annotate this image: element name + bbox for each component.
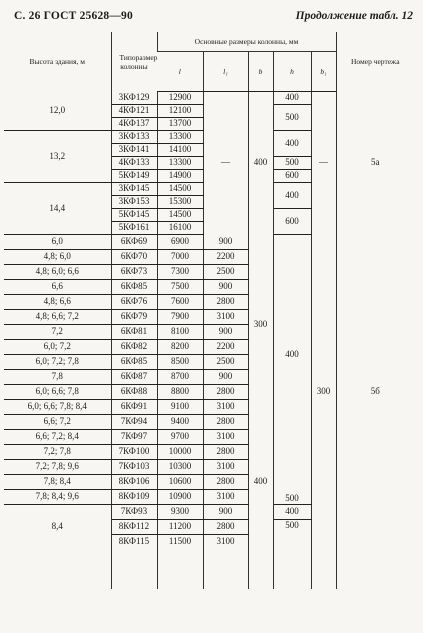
header-drawing: Номер чертежа [336, 32, 414, 91]
g2-l1-16: 2800 [203, 474, 248, 489]
g2-height-17: 7,8; 8,4; 9,6 [4, 489, 111, 504]
g2-l1-14: 2800 [203, 444, 248, 459]
g1-height-2: 14,4 [4, 182, 111, 234]
g2-l-9: 8700 [157, 369, 203, 384]
g2-l1-0: 900 [203, 234, 248, 249]
g2-type-1: 6КФ70 [111, 249, 157, 264]
g2-l-3: 7500 [157, 279, 203, 294]
g2-l1-2: 2500 [203, 264, 248, 279]
columns-dimensions-table [4, 32, 414, 589]
g1-l-7: 14500 [157, 182, 203, 195]
g2-l1-17: 3100 [203, 489, 248, 504]
g2-height-15: 7,2; 7,8; 9,6 [4, 459, 111, 474]
g1-height-1: 13,2 [4, 130, 111, 182]
g2-l1-10: 2800 [203, 384, 248, 399]
g2-l1-15: 3100 [203, 459, 248, 474]
g2-height-4: 4,8; 6,6 [4, 294, 111, 309]
g1-l-2: 13700 [157, 117, 203, 130]
g1-l-0: 12900 [157, 91, 203, 104]
g2-height-6: 7,2 [4, 324, 111, 339]
g2-h-1: 500 [273, 474, 311, 504]
g2-height-14: 7,2; 7,8 [4, 444, 111, 459]
g1-l-5: 13300 [157, 156, 203, 169]
g1-l1: — [203, 91, 248, 234]
g1-h-3: 500 [273, 156, 311, 169]
g2-b-1: 400 [248, 414, 273, 549]
g2-height-5: 4,8; 6,6; 7,2 [4, 309, 111, 324]
g2-b1: 300 [311, 234, 336, 549]
g2-height-18: 8,4 [4, 504, 111, 549]
g2-l-19: 11200 [157, 519, 203, 534]
g2-h-0: 400 [273, 234, 311, 474]
header-type: Типоразмер колонны [111, 32, 157, 91]
g2-type-5: 6КФ79 [111, 309, 157, 324]
g2-h-3: 500 [273, 519, 311, 549]
g2-l1-18: 900 [203, 504, 248, 519]
header-b1: b₁ [311, 51, 336, 91]
g1-height-0: 12,0 [4, 91, 111, 130]
g2-type-19: 8КФ112 [111, 519, 157, 534]
g2-l1-11: 3100 [203, 399, 248, 414]
g2-l-6: 8100 [157, 324, 203, 339]
header-l1: l₁ [203, 51, 248, 91]
page-header-left: С. 26 ГОСТ 25628—90 [14, 10, 133, 22]
g2-height-12: 6,6; 7,2 [4, 414, 111, 429]
g2-l1-6: 900 [203, 324, 248, 339]
g2-b-0: 300 [248, 234, 273, 414]
g2-type-12: 7КФ94 [111, 414, 157, 429]
g1-type-1: 4КФ121 [111, 104, 157, 117]
g2-type-20: 8КФ115 [111, 534, 157, 549]
g1-l-10: 16100 [157, 221, 203, 234]
g2-l-12: 9400 [157, 414, 203, 429]
g2-height-3: 6,6 [4, 279, 111, 294]
g1-h-0: 400 [273, 91, 311, 104]
g1-type-10: 5КФ161 [111, 221, 157, 234]
g2-drawing: 5б [370, 386, 380, 396]
g2-l-8: 8500 [157, 354, 203, 369]
g2-type-9: 6КФ87 [111, 369, 157, 384]
g2-type-18: 7КФ93 [111, 504, 157, 519]
g2-type-15: 7КФ103 [111, 459, 157, 474]
g2-l1-19: 2800 [203, 519, 248, 534]
g1-type-2: 4КФ137 [111, 117, 157, 130]
g1-type-6: 5КФ149 [111, 169, 157, 182]
g2-l1-12: 2800 [203, 414, 248, 429]
g1-l-6: 14900 [157, 169, 203, 182]
g1-type-7: 3КФ145 [111, 182, 157, 195]
g1-type-4: 3КФ141 [111, 143, 157, 156]
g2-l-7: 8200 [157, 339, 203, 354]
g2-height-2: 4,8; 6,0; 6,6 [4, 264, 111, 279]
g1-type-5: 4КФ133 [111, 156, 157, 169]
g2-l-18: 9300 [157, 504, 203, 519]
g2-height-8: 6,0; 7,2; 7,8 [4, 354, 111, 369]
g2-l1-1: 2200 [203, 249, 248, 264]
g1-l-1: 12100 [157, 104, 203, 117]
g2-type-0: 6КФ69 [111, 234, 157, 249]
g1-h-1: 500 [273, 104, 311, 130]
g2-l-2: 7300 [157, 264, 203, 279]
g2-l-16: 10600 [157, 474, 203, 489]
g1-h-4: 600 [273, 169, 311, 182]
g1-h-6: 600 [273, 208, 311, 234]
g2-height-10: 6,0; 6,6; 7,8 [4, 384, 111, 399]
g2-l-1: 7000 [157, 249, 203, 264]
g2-h-2: 400 [273, 504, 311, 519]
g2-l1-7: 2200 [203, 339, 248, 354]
g2-l1-5: 3100 [203, 309, 248, 324]
g1-l-8: 15300 [157, 195, 203, 208]
g2-l-13: 9700 [157, 429, 203, 444]
g2-type-2: 6КФ73 [111, 264, 157, 279]
g2-height-9: 7,8 [4, 369, 111, 384]
g1-h-5: 400 [273, 182, 311, 208]
g2-l-15: 10300 [157, 459, 203, 474]
g1-b: 400 [248, 91, 273, 234]
g1-drawing: 5а [371, 157, 380, 167]
g2-l-4: 7600 [157, 294, 203, 309]
header-l: l [157, 51, 203, 91]
g2-l1-8: 2500 [203, 354, 248, 369]
g1-l-3: 13300 [157, 130, 203, 143]
g1-type-0: 3КФ129 [111, 91, 157, 104]
g2-l-14: 10000 [157, 444, 203, 459]
g1-b1: — [311, 91, 336, 234]
g1-l-9: 14500 [157, 208, 203, 221]
g2-type-3: 6КФ85 [111, 279, 157, 294]
g2-type-4: 6КФ76 [111, 294, 157, 309]
header-h: h [273, 51, 311, 91]
header-main-dims: Основные размеры колонны, мм [157, 32, 336, 51]
page-header-right: Продолжение табл. 12 [295, 10, 413, 22]
g2-l-20: 11500 [157, 534, 203, 549]
g1-l-4: 14100 [157, 143, 203, 156]
g2-type-17: 8КФ109 [111, 489, 157, 504]
g2-height-7: 6,0; 7,2 [4, 339, 111, 354]
g2-l-0: 6900 [157, 234, 203, 249]
header-height: Высота здания, м [29, 57, 86, 66]
g2-l1-20: 3100 [203, 534, 248, 549]
g2-type-7: 6КФ82 [111, 339, 157, 354]
g2-l-11: 9100 [157, 399, 203, 414]
g2-type-13: 7КФ97 [111, 429, 157, 444]
g2-height-0: 6,0 [4, 234, 111, 249]
g2-l-17: 10900 [157, 489, 203, 504]
g2-height-1: 4,8; 6,0 [4, 249, 111, 264]
g2-height-11: 6,0; 6,6; 7,8; 8,4 [4, 399, 111, 414]
g2-type-6: 6КФ81 [111, 324, 157, 339]
g2-height-13: 6,6; 7,2; 8,4 [4, 429, 111, 444]
g2-type-10: 6КФ88 [111, 384, 157, 399]
g2-l1-4: 2800 [203, 294, 248, 309]
header-b: b [248, 51, 273, 91]
g2-l-10: 8800 [157, 384, 203, 399]
g2-l1-13: 3100 [203, 429, 248, 444]
g2-type-16: 8КФ106 [111, 474, 157, 489]
g2-type-11: 6КФ91 [111, 399, 157, 414]
g1-type-9: 5КФ145 [111, 208, 157, 221]
g1-h-2: 400 [273, 130, 311, 156]
g1-type-3: 3КФ133 [111, 130, 157, 143]
g2-height-16: 7,8; 8,4 [4, 474, 111, 489]
g1-type-8: 3КФ153 [111, 195, 157, 208]
g2-type-14: 7КФ100 [111, 444, 157, 459]
g2-type-8: 6КФ85 [111, 354, 157, 369]
g2-l1-9: 900 [203, 369, 248, 384]
g2-l-5: 7900 [157, 309, 203, 324]
g2-l1-3: 900 [203, 279, 248, 294]
